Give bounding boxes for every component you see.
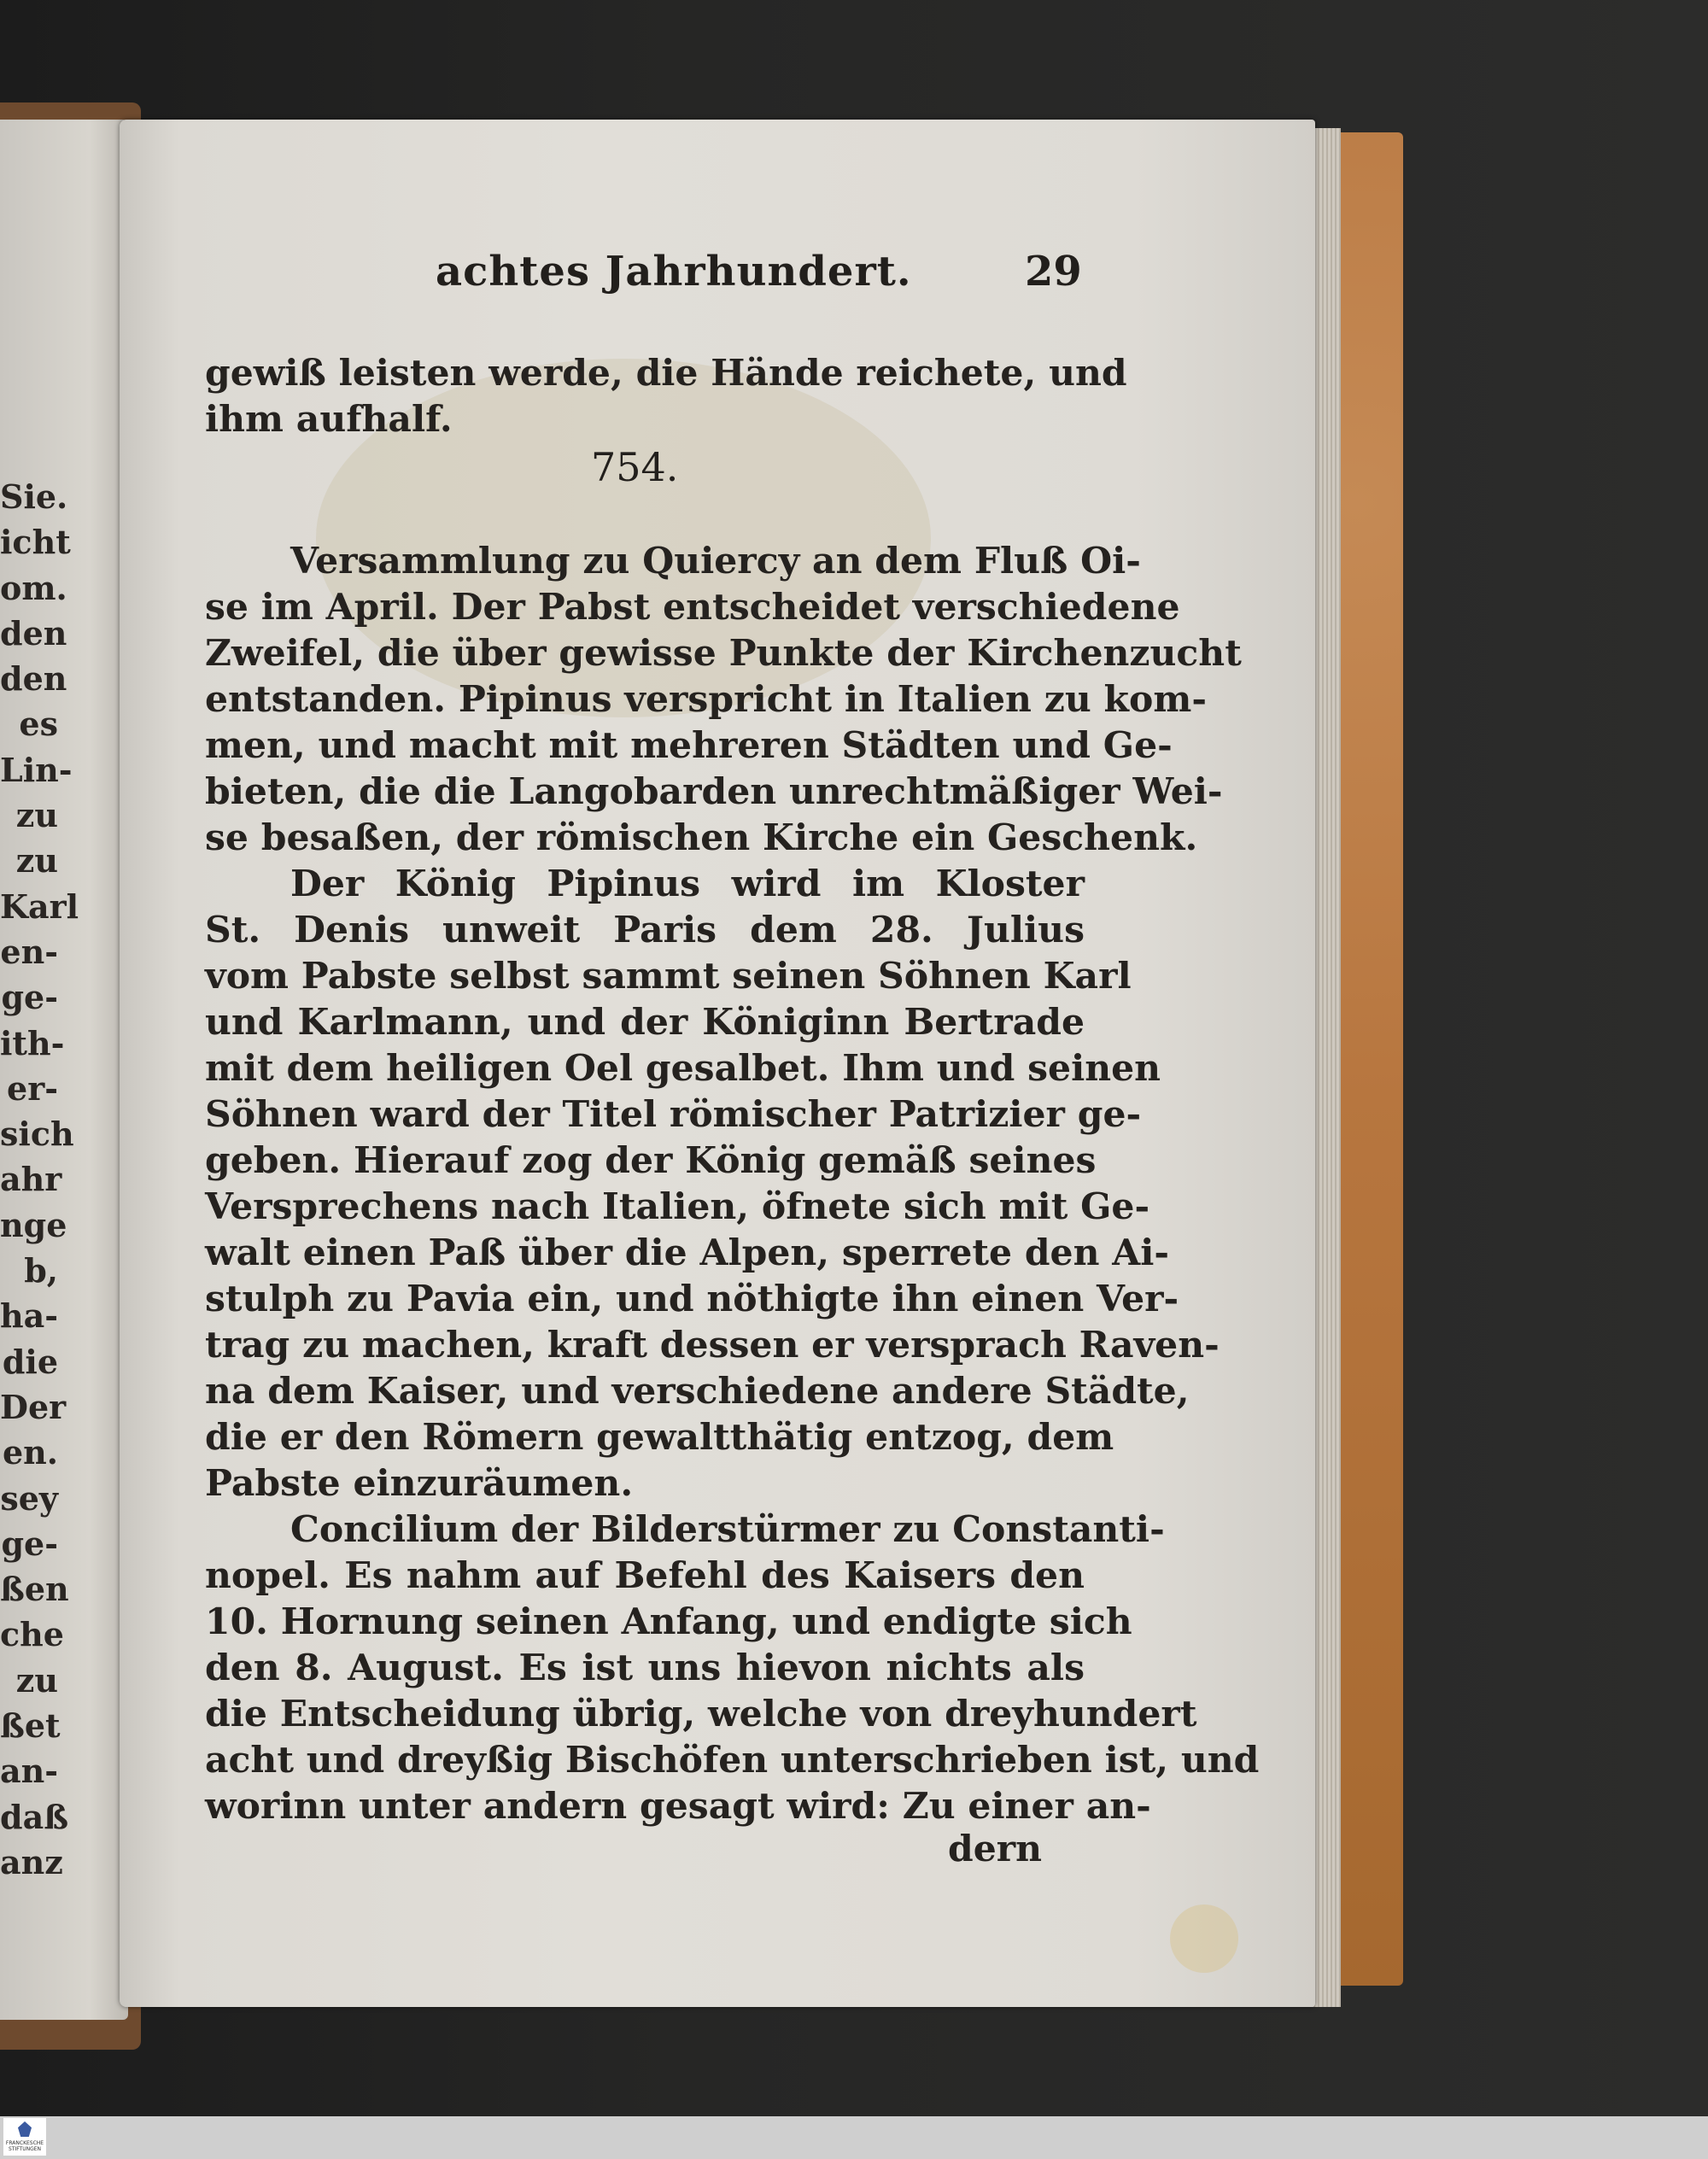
text-line: die Entscheidung übrig, welche von dreyhundert	[205, 1693, 1197, 1735]
text-line: ihm aufhalf.	[205, 398, 453, 441]
left-page-fragment: Sie.	[0, 477, 68, 516]
left-page-fragment: che	[0, 1615, 64, 1654]
left-page-fragment: en-	[0, 932, 58, 971]
left-page-fragment: ge-	[1, 978, 58, 1017]
text-line: acht und dreyßig Bischöfen unterschrieben ist, und	[205, 1739, 1260, 1782]
left-page-fragment: zu	[15, 796, 58, 835]
page-number: 29	[1025, 248, 1082, 295]
logo-emblem-icon	[18, 2121, 32, 2137]
left-page-fragment: zu	[15, 841, 58, 881]
text-line: vom Pabste selbst sammt seinen Söhnen Karl	[205, 955, 1132, 998]
left-page-fragment: ha-	[0, 1296, 59, 1336]
text-line: St. Denis unweit Paris dem 28. Julius	[205, 909, 1085, 951]
text-line: worinn unter andern gesagt wird: Zu einer an-	[205, 1785, 1151, 1828]
text-line: Söhnen ward der Titel römischer Patrizier ge-	[205, 1093, 1142, 1136]
left-page-text-fragments	[0, 474, 79, 1885]
left-page-fragment: den	[0, 613, 67, 652]
text-line: Der König Pipinus wird im Kloster	[290, 863, 1085, 905]
text-line: 10. Hornung seinen Anfang, und endigte sich	[205, 1600, 1132, 1643]
left-page-fragment: om.	[0, 568, 67, 607]
text-line: Pabste einzuräumen.	[205, 1462, 634, 1505]
left-page-fragment: zu	[15, 1660, 58, 1700]
logo-text: FRANCKESCHE STIFTUNGEN	[5, 2140, 44, 2152]
text-line: na dem Kaiser, und verschiedene andere Städte,	[205, 1370, 1190, 1413]
left-page-fragment: an-	[0, 1752, 59, 1791]
left-page-fragment: es	[19, 705, 58, 744]
left-page-fragment: ith-	[0, 1023, 65, 1062]
institution-logo[interactable]	[3, 2118, 46, 2156]
left-page-fragment: den	[0, 659, 67, 699]
left-page-fragment: Der	[0, 1387, 67, 1426]
left-page	[0, 120, 128, 2020]
left-page-fragment: ge-	[1, 1524, 58, 1563]
viewer-footer-bar	[0, 2116, 1708, 2159]
text-line: den 8. August. Es ist uns hievon nichts als	[205, 1647, 1085, 1689]
text-line: entstanden. Pipinus verspricht in Italien zu kom-	[205, 678, 1207, 721]
left-page-fragment: ßet	[0, 1706, 61, 1746]
left-page-fragment: sey	[0, 1478, 58, 1518]
text-line: bieten, die die Langobarden unrechtmäßiger Wei-	[205, 770, 1223, 813]
left-page-fragment: ßen	[0, 1570, 69, 1609]
catchword: dern	[948, 1828, 1043, 1870]
text-line: mit dem heiligen Oel gesalbet. Ihm und seinen	[205, 1047, 1161, 1090]
text-line: se im April. Der Pabst entscheidet verschiedene	[205, 586, 1180, 629]
text-line: walt einen Paß über die Alpen, sperrete den Ai-	[205, 1232, 1170, 1274]
page-stain	[1170, 1904, 1238, 1973]
running-head: achtes Jahrhundert.	[436, 248, 912, 295]
year-heading: 754.	[591, 444, 679, 490]
left-page-fragment: daß	[0, 1797, 69, 1836]
left-page-fragment: en.	[2, 1433, 58, 1472]
left-page-fragment: icht	[0, 523, 71, 562]
left-page-fragment: sich	[0, 1115, 74, 1154]
text-line: trag zu machen, kraft dessen er versprach Raven-	[205, 1324, 1220, 1366]
text-line: Versammlung zu Quiercy an dem Fluß Oi-	[290, 540, 1141, 582]
left-page-fragment: ahr	[0, 1160, 62, 1199]
text-line: und Karlmann, und der Königinn Bertrade	[205, 1001, 1085, 1044]
text-line: geben. Hierauf zog der König gemäß seines	[205, 1139, 1097, 1182]
text-line: men, und macht mit mehreren Städten und Ge-	[205, 724, 1173, 767]
text-line: Concilium der Bilderstürmer zu Constanti-	[290, 1508, 1165, 1551]
left-page-fragment: er-	[7, 1068, 58, 1108]
left-page-fragment: anz	[0, 1842, 63, 1881]
text-line: gewiß leisten werde, die Hände reichete, und	[205, 352, 1127, 395]
text-line: die er den Römern gewaltthätig entzog, dem	[205, 1416, 1114, 1459]
left-page-fragment: b,	[24, 1251, 58, 1290]
left-page-fragment: die	[2, 1342, 58, 1381]
text-line: nopel. Es nahm auf Befehl des Kaisers den	[205, 1554, 1085, 1597]
back-cover	[1337, 132, 1403, 1986]
text-line: se besaßen, der römischen Kirche ein Geschenk.	[205, 816, 1198, 859]
text-line: Versprechens nach Italien, öfnete sich mit Ge-	[205, 1185, 1150, 1228]
text-line: Zweifel, die über gewisse Punkte der Kirchenzucht	[205, 632, 1242, 675]
left-page-fragment: Lin-	[0, 750, 73, 789]
left-page-fragment: Karl	[0, 886, 79, 926]
left-page-fragment: nge	[0, 1205, 67, 1244]
text-line: stulph zu Pavia ein, und nöthigte ihn einen Ver-	[205, 1278, 1179, 1320]
